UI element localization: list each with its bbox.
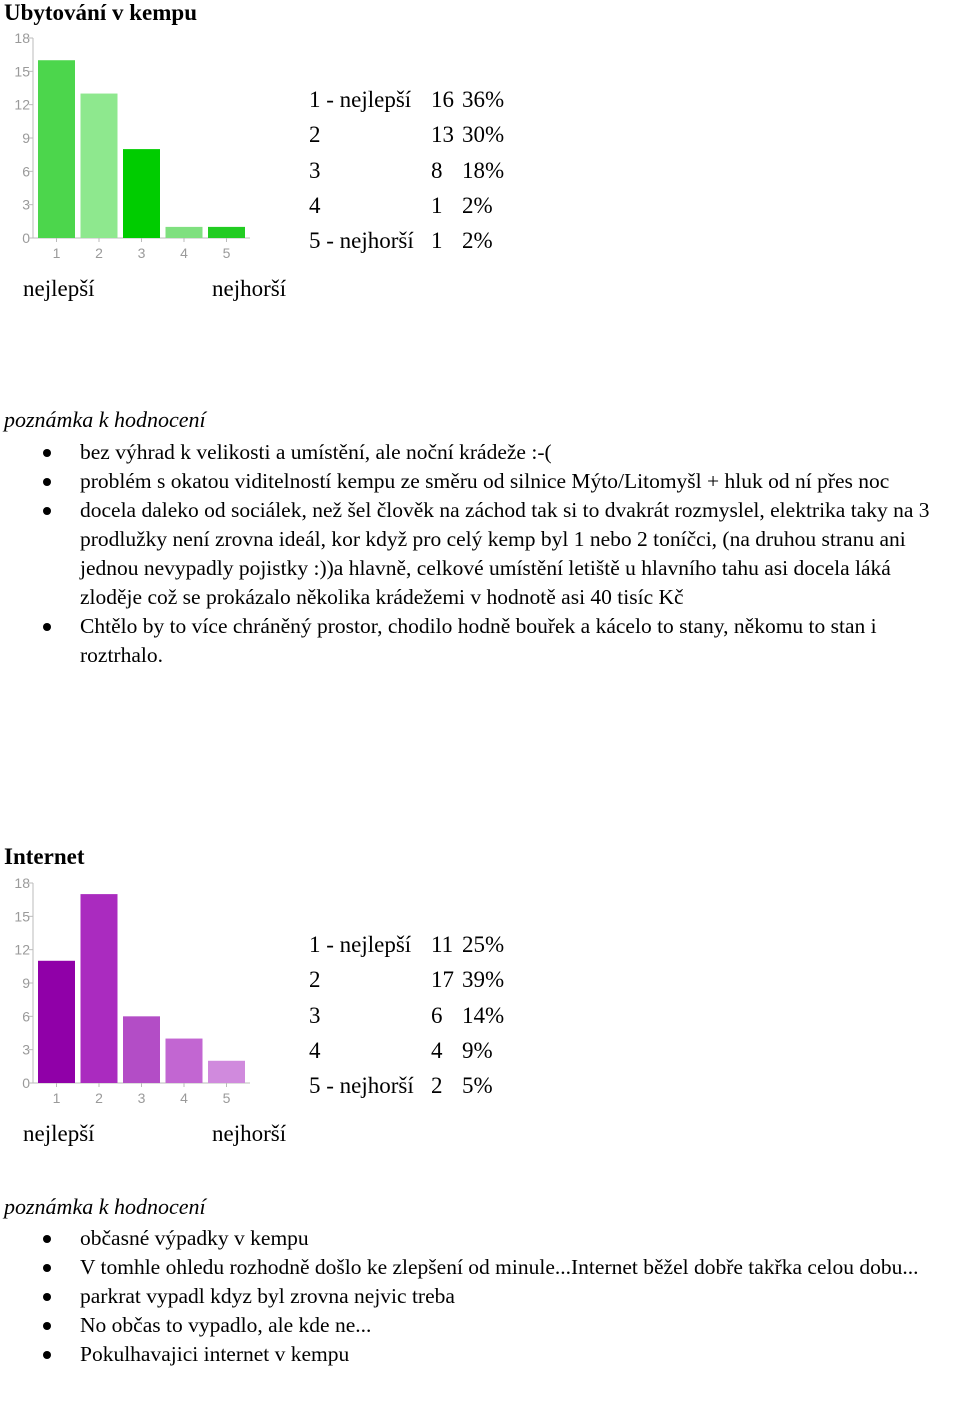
- x-tick-label: 3: [137, 1090, 146, 1106]
- chart-bar: [123, 149, 160, 238]
- chart-bar: [81, 894, 118, 1083]
- chart-bar: [38, 961, 75, 1083]
- y-tick-label: 9: [22, 130, 30, 146]
- stats-percent: 36%: [462, 87, 505, 112]
- chart-bar: [166, 227, 203, 238]
- stats-row: [309, 117, 504, 152]
- y-tick-label: 12: [14, 96, 30, 113]
- y-tick-label: 0: [22, 230, 30, 246]
- bullet-icon: [43, 478, 51, 486]
- stats-count: 1: [431, 192, 443, 218]
- bullet-icon: [43, 449, 51, 457]
- bullet-icon: [43, 1351, 51, 1359]
- y-tick-label: 3: [22, 196, 30, 213]
- x-tick-label: 5: [222, 1090, 231, 1106]
- stats-percent: 2%: [462, 228, 493, 254]
- legend-worst-label: nejhorší: [212, 276, 287, 301]
- stats-count: 4: [431, 1037, 443, 1063]
- x-tick-label: 4: [180, 1090, 188, 1106]
- stats-label: 3: [309, 157, 321, 183]
- stats-row: [309, 153, 504, 188]
- stats-row: [309, 1033, 504, 1068]
- chart-bar: [81, 94, 118, 238]
- section-title-accommodation: Ubytování v kempu: [4, 0, 197, 25]
- chart-bar: [123, 1016, 160, 1083]
- bullet-icon: [43, 507, 51, 515]
- stats-row: [309, 188, 504, 223]
- stats-percent: 14%: [462, 1002, 505, 1028]
- accommodation-stats-table: [309, 82, 504, 258]
- stats-label: 2: [309, 967, 321, 993]
- stats-percent: 5%: [462, 1073, 493, 1099]
- stats-row: [309, 82, 504, 117]
- stats-count: 6: [431, 1002, 443, 1028]
- stats-label: 2: [309, 122, 321, 148]
- y-tick-label: 9: [22, 975, 30, 991]
- list-item: [0, 1282, 958, 1311]
- section-title-internet: Internet: [4, 844, 85, 869]
- note-text: docela daleko od sociálek, než šel člověk na záchod tak si to dvakrát rozmyslel, elektrika taky na 3 prodlužky není zrovna ideál, kor když pro celý kemp byl 1 nebo 2 toníčci, (na druhou stranu ani jednou nevypadly pojistky :))a hlavně, celkové umístění letiště u hlavního tahu asi docela láká zloděje což se prokázalo několika krádežemi v hodnotě asi 40 tisíc Kč: [80, 498, 930, 609]
- bullet-icon: [43, 623, 51, 631]
- stats-label: 4: [309, 192, 321, 218]
- x-tick-label: 1: [52, 1090, 61, 1106]
- y-tick-label: 6: [22, 1008, 30, 1025]
- legend-best-label: nejlepší: [23, 276, 95, 301]
- note-text: bez výhrad k velikosti a umístění, ale noční krádeže :-(: [80, 440, 552, 464]
- x-tick-label: 3: [137, 245, 146, 261]
- bullet-icon: [43, 1235, 51, 1243]
- y-tick-label: 15: [14, 63, 30, 80]
- notes-title: poznámka k hodnocení: [4, 1194, 206, 1219]
- stats-percent: 30%: [462, 122, 505, 148]
- list-item: [0, 1224, 958, 1253]
- stats-percent: 39%: [462, 967, 505, 993]
- note-text: problém s okatou viditelností kempu ze směru od silnice Mýto/Litomyšl + hluk od ní přes noc: [80, 469, 890, 493]
- stats-label: 1 - nejlepší: [309, 932, 412, 957]
- stats-label: 5 - nejhorší: [309, 1073, 414, 1099]
- y-tick-label: 15: [14, 908, 30, 925]
- notes-title: poznámka k hodnocení: [4, 407, 206, 432]
- stats-row: [309, 927, 504, 962]
- legend-best-label: nejlepší: [23, 1121, 95, 1146]
- x-tick-label: 2: [95, 245, 103, 261]
- stats-count: 11: [431, 932, 454, 957]
- x-tick-label: 1: [52, 245, 61, 261]
- stats-percent: 9%: [462, 1037, 493, 1063]
- stats-count: 13: [431, 122, 454, 148]
- y-tick-label: 18: [14, 30, 30, 46]
- accommodation-rating-chart: [0, 30, 260, 262]
- list-item: [0, 1311, 958, 1340]
- stats-count: 16: [431, 87, 454, 112]
- stats-count: 8: [431, 157, 443, 183]
- stats-label: 1 - nejlepší: [309, 87, 412, 112]
- note-text: parkrat vypadl kdyz byl zrovna nejvic treba: [80, 1284, 455, 1308]
- y-tick-label: 18: [14, 875, 30, 891]
- note-text: Chtělo by to více chráněný prostor, chodilo hodně bouřek a kácelo to stany, někomu to stan i roztrhalo.: [80, 614, 877, 667]
- list-item: [0, 1340, 958, 1369]
- accommodation-notes-list: [0, 438, 958, 670]
- note-text: V tomhle ohledu rozhodně došlo ke zlepšení od minule...Internet běžel dobře takřka celou dobu...: [80, 1255, 919, 1279]
- list-item: [0, 1253, 958, 1282]
- stats-percent: 2%: [462, 192, 493, 218]
- legend-worst-label: nejhorší: [212, 1121, 287, 1146]
- x-tick-label: 4: [180, 245, 188, 261]
- stats-row: [309, 1068, 504, 1103]
- chart-bar: [208, 227, 245, 238]
- note-text: No občas to vypadlo, ale kde ne...: [80, 1313, 372, 1337]
- note-text: Pokulhavajici internet v kempu: [80, 1342, 350, 1366]
- stats-percent: 25%: [462, 932, 505, 957]
- y-tick-label: 12: [14, 941, 30, 958]
- chart-bar: [166, 1039, 203, 1083]
- stats-label: 5 - nejhorší: [309, 228, 414, 254]
- list-item: [0, 496, 958, 612]
- y-tick-label: 0: [22, 1075, 30, 1091]
- stats-row: [309, 223, 504, 258]
- stats-row: [309, 998, 504, 1033]
- list-item: [0, 438, 958, 467]
- list-item: [0, 612, 958, 670]
- internet-notes-list: [0, 1224, 958, 1369]
- stats-row: [309, 962, 504, 997]
- stats-label: 4: [309, 1037, 321, 1063]
- chart-bar: [38, 60, 75, 238]
- bullet-icon: [43, 1322, 51, 1330]
- stats-count: 2: [431, 1073, 443, 1099]
- y-tick-label: 3: [22, 1041, 30, 1058]
- y-tick-label: 6: [22, 163, 30, 180]
- x-tick-label: 2: [95, 1090, 103, 1106]
- stats-percent: 18%: [462, 157, 505, 183]
- stats-label: 3: [309, 1002, 321, 1028]
- internet-rating-chart: [0, 875, 260, 1107]
- list-item: [0, 467, 958, 496]
- stats-count: 17: [431, 967, 454, 993]
- stats-count: 1: [431, 228, 443, 254]
- note-text: občasné výpadky v kempu: [80, 1226, 309, 1250]
- x-tick-label: 5: [222, 245, 231, 261]
- bullet-icon: [43, 1293, 51, 1301]
- chart-bar: [208, 1061, 245, 1083]
- bullet-icon: [43, 1264, 51, 1272]
- internet-stats-table: [309, 927, 504, 1103]
